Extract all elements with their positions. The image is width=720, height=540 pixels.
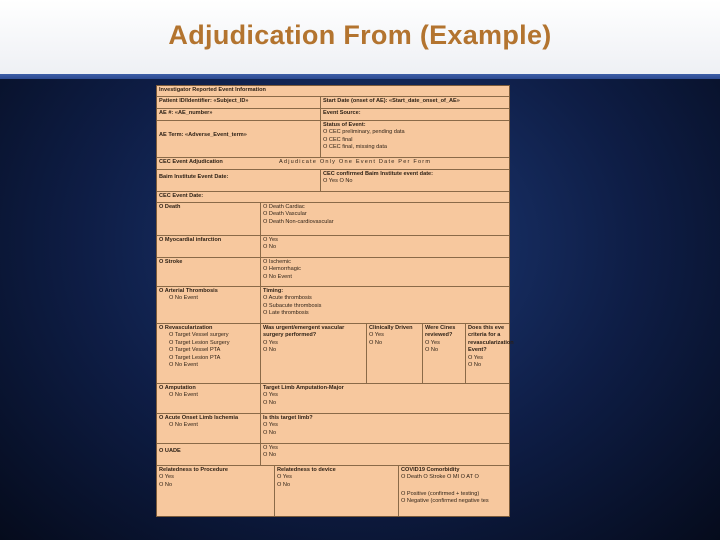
revasc-tl-surgery-option[interactable]: O Target Lesion Surgery (169, 339, 230, 346)
criteria-yes-option[interactable]: O Yes (468, 354, 483, 361)
status-option-missing[interactable]: O CEC final, missing data (323, 144, 388, 151)
cines-no-option[interactable]: O No (425, 347, 439, 354)
mi-row (157, 236, 509, 258)
criteria-label-2: criteria for a (468, 332, 501, 339)
covid-positive-option[interactable]: O Positive (confirmed + testing) (401, 490, 480, 497)
cec-confirmed-label: CEC confirmed Baim Institute event date: (323, 171, 434, 177)
cines-label-2: reviewed? (425, 332, 453, 339)
urgent-label-2: surgery performed? (263, 332, 317, 339)
stroke-option[interactable]: O Stroke (159, 259, 183, 265)
baim-date-field[interactable]: Baim Institute Event Date: (159, 174, 229, 180)
adjudicate-note: Adjudicate Only One Event Date Per Form (279, 159, 432, 165)
adjudication-form (156, 85, 514, 517)
stroke-ischemic-option[interactable]: O Ischemic (263, 259, 291, 265)
amputation-no-event-option[interactable]: O No Event (169, 392, 198, 399)
cines-yes-option[interactable]: O Yes (425, 339, 440, 346)
acute-limb-no-event-option[interactable]: O No Event (169, 422, 198, 429)
revasc-tv-surgery-option[interactable]: O Target Vessel surgery (169, 332, 229, 339)
clinically-label: Clinically Driven (369, 325, 413, 331)
revasc-tv-pta-option[interactable]: O Target Vessel PTA (169, 347, 221, 354)
urgent-no-option[interactable]: O No (263, 347, 277, 354)
death-row (157, 203, 509, 236)
criteria-no-option[interactable]: O No (468, 361, 482, 368)
urgent-cell (260, 324, 366, 383)
cec-event-date-field[interactable]: CEC Event Date: (159, 193, 204, 199)
status-cell (320, 121, 509, 157)
covid-negative-option[interactable]: O Negative (confirmed negative tes (401, 498, 489, 505)
timing-acute-option[interactable]: O Acute thrombosis (263, 295, 312, 302)
mi-subtypes (260, 236, 509, 257)
uade-option[interactable]: O UADE (159, 448, 181, 454)
death-noncardio-option[interactable]: O Death Non-cardiovascular (263, 218, 334, 225)
patient-row (157, 97, 509, 109)
relatedness-device-label: Relatedness to device (277, 467, 336, 473)
criteria-label-1: Does this eve (468, 325, 505, 331)
revasc-cell (157, 324, 260, 383)
relatedness-procedure-label: Relatedness to Procedure (159, 467, 229, 473)
form-header-row (157, 86, 509, 97)
death-vascular-option[interactable]: O Death Vascular (263, 211, 307, 218)
stroke-hemorrhagic-option[interactable]: O Hemorrhagic (263, 266, 301, 273)
status-label: Status of Event: (323, 122, 366, 128)
acute-limb-target-label: Is this target limb? (263, 415, 313, 421)
relatedness-row (157, 466, 509, 516)
ae-number-row (157, 109, 509, 121)
covid-event-options[interactable]: O Death O Stroke O MI O AT O (401, 474, 479, 481)
event-source-field[interactable]: Event Source: (320, 109, 509, 120)
death-subtypes (260, 203, 509, 235)
stroke-row (157, 258, 509, 287)
header-divider (0, 74, 720, 79)
status-option-final[interactable]: O CEC final (323, 136, 353, 143)
cines-label-1: Were Cines (425, 325, 456, 331)
form-header: Investigator Reported Event Information (159, 87, 266, 93)
arterial-no-event-option[interactable]: O No Event (169, 295, 198, 302)
amputation-row (157, 384, 509, 414)
clinically-cell (366, 324, 422, 383)
relatedness-device-cell (274, 466, 398, 516)
amputation-yes-option[interactable]: O Yes (263, 392, 278, 399)
criteria-label-3: revascularization (468, 339, 514, 346)
uade-yes-option[interactable]: O Yes (263, 445, 278, 451)
clinically-yes-option[interactable]: O Yes (369, 332, 384, 339)
stroke-subtypes (260, 258, 509, 286)
cec-confirmed-cell (320, 170, 509, 191)
arterial-row (157, 287, 509, 324)
procedure-no-option[interactable]: O No (159, 481, 173, 488)
acute-limb-no-option[interactable]: O No (263, 429, 277, 436)
cines-cell (422, 324, 465, 383)
amputation-option[interactable]: O Amputation (159, 385, 196, 391)
criteria-label-4: Event? (468, 347, 487, 354)
acute-limb-yes-option[interactable]: O Yes (263, 422, 278, 429)
amputation-target-label: Target Limb Amputation-Major (263, 385, 344, 391)
amputation-target (260, 384, 509, 413)
amputation-cell (157, 384, 260, 413)
covid-label: COVID19 Comorbidity (401, 467, 460, 473)
cec-event-date-row (157, 192, 509, 203)
revasc-row (157, 324, 514, 384)
covid-cell (398, 466, 509, 516)
acute-limb-cell (157, 414, 260, 443)
amputation-no-option[interactable]: O No (263, 399, 277, 406)
ae-term-row (157, 121, 509, 158)
uade-subtypes (260, 444, 509, 465)
arterial-timing (260, 287, 509, 323)
procedure-yes-option[interactable]: O Yes (159, 474, 174, 481)
timing-subacute-option[interactable]: O Subacute thrombosis (263, 302, 322, 309)
ae-term-field[interactable]: AE Term: «Adverse_Event_term» (159, 132, 247, 138)
cec-confirmed-options[interactable]: O Yes O No (323, 178, 353, 185)
device-yes-option[interactable]: O Yes (277, 474, 292, 481)
cec-adjudication-row (157, 158, 509, 170)
acute-limb-option[interactable]: O Acute Onset Limb Ischemia (159, 415, 239, 421)
cec-adjudication-label: CEC Event Adjudication (159, 159, 223, 165)
clinically-no-option[interactable]: O No (369, 339, 383, 346)
timing-late-option[interactable]: O Late thrombosis (263, 310, 309, 317)
slide-title: Adjudication From (Example) (168, 20, 552, 50)
criteria-cell (465, 324, 514, 383)
ae-number-field[interactable]: AE #: «AE_number» (159, 110, 213, 116)
death-cardiac-option[interactable]: O Death Cardiac (263, 204, 305, 210)
revasc-no-event-option[interactable]: O No Event (169, 361, 198, 368)
uade-row (157, 444, 509, 466)
start-date-field[interactable]: Start Date (onset of AE): «Start_date_onset_of_AE» (320, 97, 509, 108)
urgent-label-1: Was urgent/emergent vascular (263, 325, 345, 331)
device-no-option[interactable]: O No (277, 481, 291, 488)
patient-id-field[interactable]: Patient ID/Identifier: «Subject_ID» (159, 98, 249, 104)
relatedness-procedure-cell (157, 466, 274, 516)
acute-limb-row (157, 414, 509, 444)
stroke-no-event-option[interactable]: O No Event (263, 273, 292, 280)
slide-header (0, 0, 720, 74)
arterial-cell (157, 287, 260, 323)
revasc-tl-pta-option[interactable]: O Target Lesion PTA (169, 354, 221, 361)
mi-yes-option[interactable]: O Yes (263, 237, 278, 243)
revasc-option[interactable]: O Revascularization (159, 325, 213, 331)
baim-date-row (157, 170, 509, 192)
urgent-yes-option[interactable]: O Yes (263, 339, 278, 346)
status-option-preliminary[interactable]: O CEC preliminary, pending data (323, 129, 405, 136)
uade-no-option[interactable]: O No (263, 452, 277, 459)
arterial-option[interactable]: O Arterial Thrombosis (159, 288, 218, 294)
mi-no-option[interactable]: O No (263, 244, 277, 251)
mi-option[interactable]: O Myocardial infarction (159, 237, 222, 243)
death-option[interactable]: O Death (159, 204, 181, 210)
acute-limb-target (260, 414, 509, 443)
timing-label: Timing: (263, 288, 284, 294)
